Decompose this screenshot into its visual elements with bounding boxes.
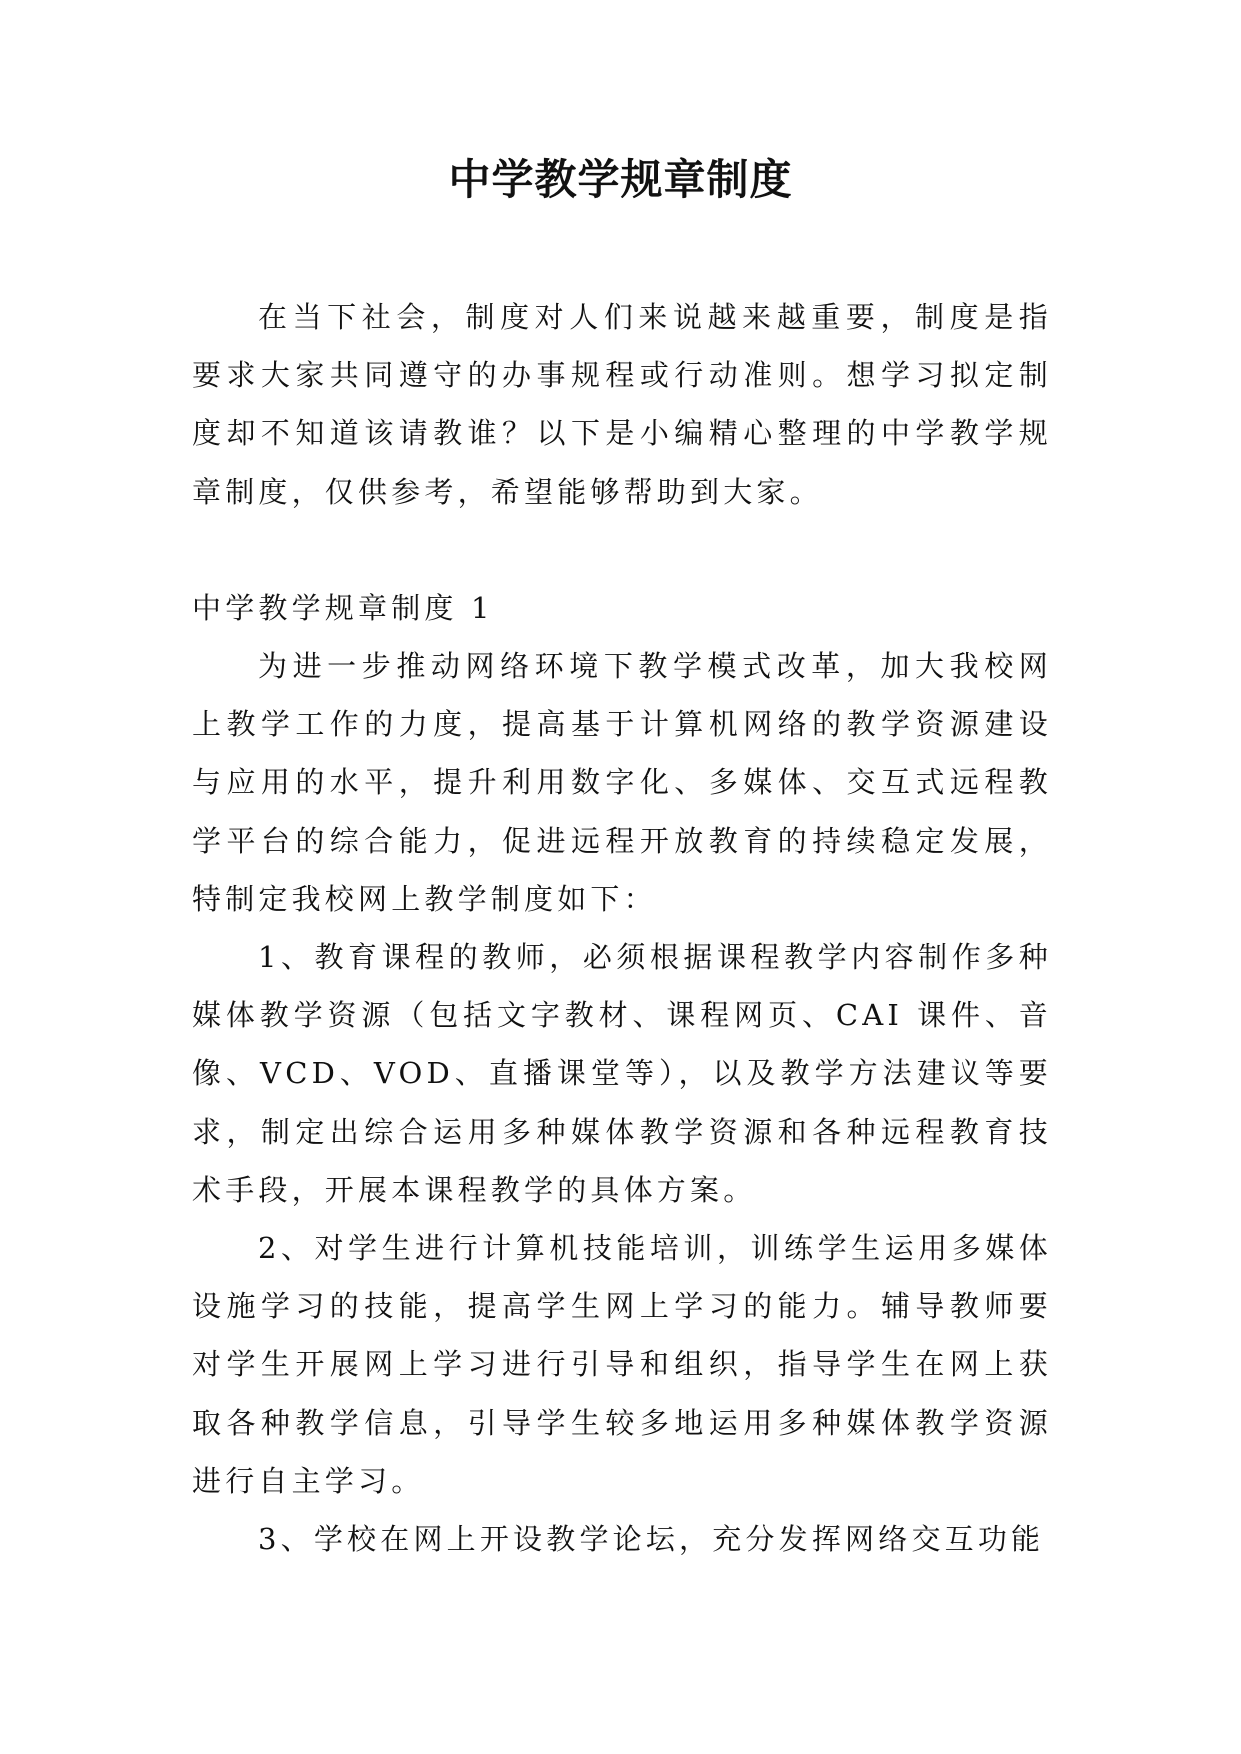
paragraph-spacer <box>192 521 1052 579</box>
section-intro-paragraph: 为进一步推动网络环境下教学模式改革，加大我校网上教学工作的力度，提高基于计算机网络的教学资源建设与应用的水平，提升利用数字化、多媒体、交互式远程教学平台的综合能力，促进远程开放教育的持续稳定发展，特制定我校网上教学制度如下： <box>192 649 1052 916</box>
list-item-3: 3、学校在网上开设教学论坛，充分发挥网络交互功能 <box>258 1522 1045 1557</box>
list-item-1: 1、教育课程的教师，必须根据课程教学内容制作多种媒体教学资源（包括文字教材、课程网页、CAI 课件、音像、VCD、VOD、直播课堂等），以及教学方法建议等要求，制定出综合运用多种媒体教学资源和各种远程教育技术手段，开展本课程教学的具体方案。 <box>192 940 1052 1207</box>
list-item-2: 2、对学生进行计算机技能培训，训练学生运用多媒体设施学习的技能，提高学生网上学习的能力。辅导教师要对学生开展网上学习进行引导和组织，指导学生在网上获取各种教学信息，引导学生较多地运用多种媒体教学资源进行自主学习。 <box>192 1231 1052 1498</box>
document-title: 中学教学规章制度 <box>448 155 793 204</box>
section-heading: 中学教学规章制度 1 <box>192 590 494 625</box>
intro-paragraph: 在当下社会，制度对人们来说越来越重要，制度是指要求大家共同遵守的办事规程或行动准则。想学习拟定制度却不知道该请教谁？以下是小编精心整理的中学教学规章制度，仅供参考，希望能够帮助到大家。 <box>192 300 1052 509</box>
document-body <box>192 288 1052 1568</box>
